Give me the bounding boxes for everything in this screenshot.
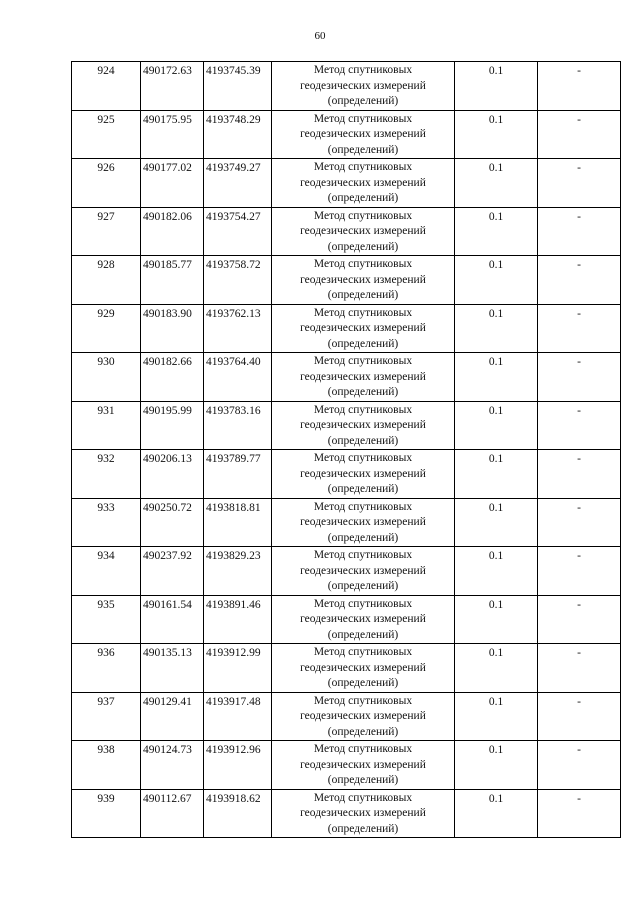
method-text-line2: геодезических измерений xyxy=(300,710,426,722)
method-cell xyxy=(272,450,455,499)
accuracy-cell: 0.1 xyxy=(455,401,538,450)
x-coordinate-cell: 490129.41 xyxy=(141,692,204,741)
note-cell: - xyxy=(538,207,621,256)
method-text-line1: Метод спутниковых xyxy=(313,500,413,513)
note-cell: - xyxy=(538,498,621,547)
point-number-cell: 924 xyxy=(72,62,141,111)
y-coordinate-cell: 4193758.72 xyxy=(204,256,272,305)
point-number-cell: 937 xyxy=(72,692,141,741)
x-coordinate-cell: 490161.54 xyxy=(141,595,204,644)
y-coordinate-cell: 4193818.81 xyxy=(204,498,272,547)
method-cell xyxy=(272,159,455,208)
table-row xyxy=(72,450,621,499)
method-text-line2: геодезических измерений xyxy=(300,79,426,92)
method-cell xyxy=(272,353,455,402)
method-text-line2: геодезических измерений xyxy=(300,807,426,819)
method-cell xyxy=(272,741,455,790)
method-cell xyxy=(272,789,455,838)
point-number-cell: 935 xyxy=(72,595,141,644)
point-number-cell: 932 xyxy=(72,450,141,499)
y-coordinate-cell: 4193764.40 xyxy=(204,353,272,402)
table-row xyxy=(72,595,621,644)
x-coordinate-cell: 490237.92 xyxy=(141,547,204,596)
method-text-line3: (определений) xyxy=(327,774,399,786)
method-text-line3: (определений) xyxy=(327,289,399,301)
method-cell xyxy=(272,547,455,596)
point-number-cell: 927 xyxy=(72,207,141,256)
method-cell xyxy=(272,401,455,450)
method-text-line2: геодезических измерений xyxy=(300,370,426,383)
point-number-cell: 931 xyxy=(72,401,141,450)
method-text-line1: Метод спутниковых xyxy=(313,597,413,610)
accuracy-cell: 0.1 xyxy=(455,62,538,111)
point-number-cell: 934 xyxy=(72,547,141,596)
accuracy-cell: 0.1 xyxy=(455,692,538,741)
method-text-line1: Метод спутниковых xyxy=(313,403,413,416)
method-cell xyxy=(272,692,455,741)
method-text-line3: (определений) xyxy=(327,822,399,835)
table-row xyxy=(72,547,621,596)
method-text-line3: (определений) xyxy=(327,434,399,447)
method-text-line2: геодезических измерений xyxy=(300,273,426,286)
y-coordinate-cell: 4193891.46 xyxy=(204,595,272,644)
method-text-line2: геодезических измерений xyxy=(300,564,426,577)
method-text-line3: (определений) xyxy=(327,240,399,253)
note-cell: - xyxy=(538,741,621,790)
accuracy-cell: 0.1 xyxy=(455,547,538,596)
accuracy-cell: 0.1 xyxy=(455,741,538,790)
point-number-cell: 926 xyxy=(72,159,141,208)
y-coordinate-cell: 4193912.99 xyxy=(204,644,272,693)
accuracy-cell: 0.1 xyxy=(455,450,538,499)
x-coordinate-cell: 490124.73 xyxy=(141,741,204,790)
method-text-line1: Метод спутниковых xyxy=(313,646,413,658)
accuracy-cell: 0.1 xyxy=(455,498,538,547)
method-text-line3: (определений) xyxy=(327,95,399,107)
coordinates-table-body xyxy=(72,62,621,838)
method-text-line3: (определений) xyxy=(327,386,399,398)
x-coordinate-cell: 490195.99 xyxy=(141,401,204,450)
method-text-line2: геодезических измерений xyxy=(300,516,426,528)
table-row xyxy=(72,304,621,353)
method-text-line1: Метод спутниковых xyxy=(313,452,413,464)
y-coordinate-cell: 4193829.23 xyxy=(204,547,272,596)
point-number-cell: 936 xyxy=(72,644,141,693)
method-text-line3: (определений) xyxy=(327,143,399,156)
point-number-cell: 929 xyxy=(72,304,141,353)
x-coordinate-cell: 490112.67 xyxy=(141,789,204,838)
x-coordinate-cell: 490206.13 xyxy=(141,450,204,499)
table-row xyxy=(72,498,621,547)
method-text-line2: геодезических измерений xyxy=(300,613,426,625)
note-cell: - xyxy=(538,304,621,353)
table-row xyxy=(72,789,621,838)
x-coordinate-cell: 490185.77 xyxy=(141,256,204,305)
method-text-line1: Метод спутниковых xyxy=(313,209,413,222)
table-row xyxy=(72,110,621,159)
note-cell: - xyxy=(538,450,621,499)
method-text-line1: Метод спутниковых xyxy=(313,549,413,561)
method-text-line2: геодезических измерений xyxy=(300,176,426,189)
method-text-line1: Метод спутниковых xyxy=(313,694,413,707)
table-row xyxy=(72,207,621,256)
note-cell: - xyxy=(538,159,621,208)
table-row xyxy=(72,741,621,790)
note-cell: - xyxy=(538,256,621,305)
method-text-line2: геодезических измерений xyxy=(300,661,426,674)
x-coordinate-cell: 490172.63 xyxy=(141,62,204,111)
method-text-line2: геодезических измерений xyxy=(300,322,426,334)
method-cell xyxy=(272,644,455,693)
method-text-line2: геодезических измерений xyxy=(300,419,426,431)
y-coordinate-cell: 4193912.96 xyxy=(204,741,272,790)
method-text-line3: (определений) xyxy=(327,531,399,544)
note-cell: - xyxy=(538,62,621,111)
method-cell xyxy=(272,110,455,159)
accuracy-cell: 0.1 xyxy=(455,256,538,305)
method-cell xyxy=(272,256,455,305)
method-text-line1: Метод спутниковых xyxy=(313,306,413,319)
method-text-line3: (определений) xyxy=(327,483,399,495)
method-text-line2: геодезических измерений xyxy=(300,758,426,771)
accuracy-cell: 0.1 xyxy=(455,207,538,256)
y-coordinate-cell: 4193754.27 xyxy=(204,207,272,256)
accuracy-cell: 0.1 xyxy=(455,353,538,402)
x-coordinate-cell: 490175.95 xyxy=(141,110,204,159)
point-number-cell: 930 xyxy=(72,353,141,402)
method-text-line3: (определений) xyxy=(327,580,399,592)
y-coordinate-cell: 4193745.39 xyxy=(204,62,272,111)
x-coordinate-cell: 490135.13 xyxy=(141,644,204,693)
accuracy-cell: 0.1 xyxy=(455,159,538,208)
y-coordinate-cell: 4193917.48 xyxy=(204,692,272,741)
accuracy-cell: 0.1 xyxy=(455,789,538,838)
method-text-line1: Метод спутниковых xyxy=(313,258,413,270)
method-text-line3: (определений) xyxy=(327,677,399,689)
accuracy-cell: 0.1 xyxy=(455,304,538,353)
method-text-line2: геодезических измерений xyxy=(300,467,426,480)
y-coordinate-cell: 4193748.29 xyxy=(204,110,272,159)
accuracy-cell: 0.1 xyxy=(455,644,538,693)
x-coordinate-cell: 490182.66 xyxy=(141,353,204,402)
method-text-line3: (определений) xyxy=(327,725,399,738)
table-row xyxy=(72,159,621,208)
method-text-line2: геодезических измерений xyxy=(300,225,426,237)
method-cell xyxy=(272,62,455,111)
method-text-line1: Метод спутниковых xyxy=(313,743,413,755)
page-number: 60 xyxy=(314,30,326,42)
note-cell: - xyxy=(538,547,621,596)
x-coordinate-cell: 490182.06 xyxy=(141,207,204,256)
note-cell: - xyxy=(538,401,621,450)
y-coordinate-cell: 4193783.16 xyxy=(204,401,272,450)
method-text-line3: (определений) xyxy=(327,628,399,641)
method-cell xyxy=(272,207,455,256)
coordinates-table xyxy=(71,61,621,838)
method-text-line1: Метод спутниковых xyxy=(313,355,413,367)
note-cell: - xyxy=(538,644,621,693)
table-row xyxy=(72,256,621,305)
method-text-line1: Метод спутниковых xyxy=(313,161,413,173)
table-row xyxy=(72,353,621,402)
x-coordinate-cell: 490250.72 xyxy=(141,498,204,547)
table-row xyxy=(72,62,621,111)
accuracy-cell: 0.1 xyxy=(455,110,538,159)
note-cell: - xyxy=(538,595,621,644)
point-number-cell: 938 xyxy=(72,741,141,790)
method-cell xyxy=(272,595,455,644)
point-number-cell: 933 xyxy=(72,498,141,547)
y-coordinate-cell: 4193749.27 xyxy=(204,159,272,208)
method-cell xyxy=(272,304,455,353)
method-text-line1: Метод спутниковых xyxy=(313,791,413,804)
y-coordinate-cell: 4193789.77 xyxy=(204,450,272,499)
method-text-line3: (определений) xyxy=(327,192,399,204)
table-row xyxy=(72,401,621,450)
method-text-line2: геодезических измерений xyxy=(300,128,426,140)
x-coordinate-cell: 490177.02 xyxy=(141,159,204,208)
y-coordinate-cell: 4193762.13 xyxy=(204,304,272,353)
point-number-cell: 928 xyxy=(72,256,141,305)
table-row xyxy=(72,692,621,741)
point-number-cell: 939 xyxy=(72,789,141,838)
method-text-line1: Метод спутниковых xyxy=(313,112,413,125)
method-text-line3: (определений) xyxy=(327,337,399,350)
note-cell: - xyxy=(538,353,621,402)
note-cell: - xyxy=(538,110,621,159)
note-cell: - xyxy=(538,692,621,741)
method-cell xyxy=(272,498,455,547)
accuracy-cell: 0.1 xyxy=(455,595,538,644)
note-cell: - xyxy=(538,789,621,838)
y-coordinate-cell: 4193918.62 xyxy=(204,789,272,838)
table-row xyxy=(72,644,621,693)
method-text-line1: Метод спутниковых xyxy=(313,64,413,76)
x-coordinate-cell: 490183.90 xyxy=(141,304,204,353)
point-number-cell: 925 xyxy=(72,110,141,159)
